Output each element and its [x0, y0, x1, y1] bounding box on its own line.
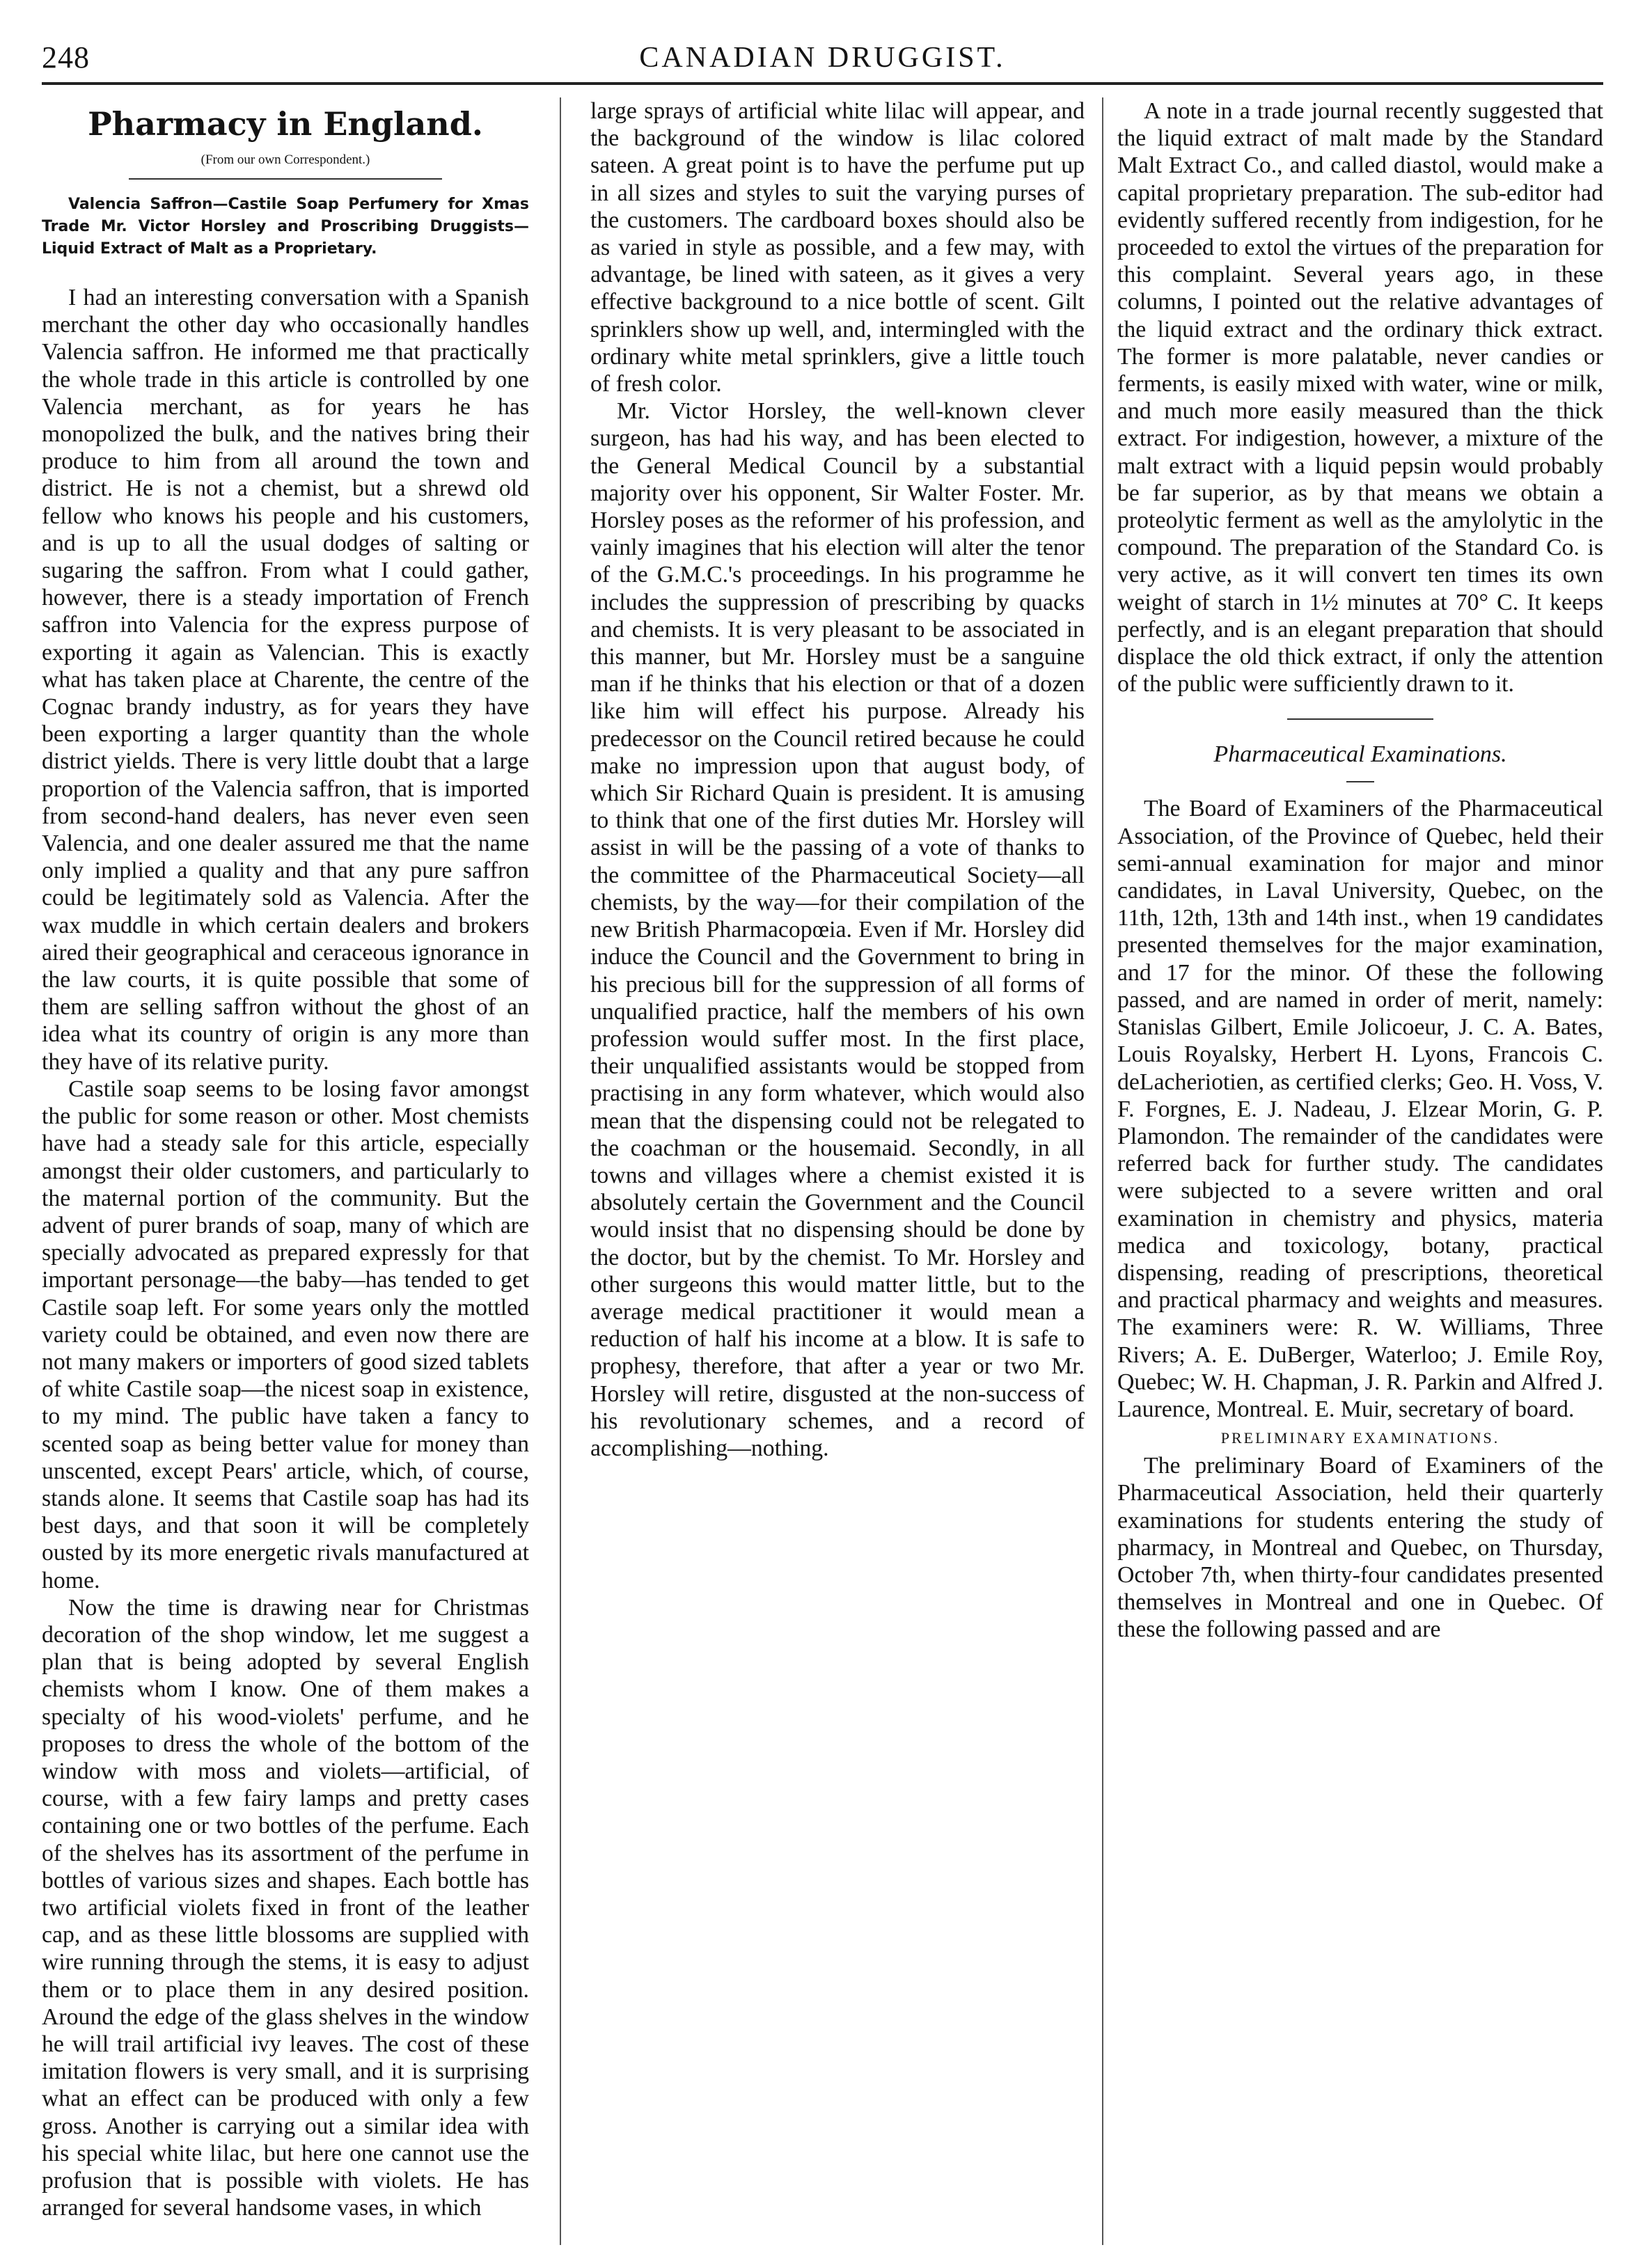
- column-2: [590, 97, 1085, 2245]
- column-divider: [560, 97, 561, 2245]
- header-rule: [42, 82, 1603, 85]
- paragraph-examinations: The Board of Examiners of the Pharmaceutical Association, of the Province of Quebec, held their semi-annual examination for major and minor candidates, in Laval University, Quebec, on the 11th, 12th, 13th and 14th inst., when 19 candidates presented themselves for the major examination, and 17 for the minor. Of these the following passed, and are named in order of merit, namely: Stanislas Gilbert, Emile Jolicoeur, J. C. A. Bates, Louis Royalsky, Herbert H. Lyons, Francois C. deLacheriotien, as certified clerks; Geo. H. Voss, V. F. Forgnes, E. J. Nadeau, J. Elzear Morin, G. P. Plamondon. The remainder of the candidates were referred back for further study. The candidates were subjected to a severe written and oral examination in chemistry and physics, materia medica and toxicology, botany, practical dispensing, reading of prescriptions, theoretical and practical pharmacy and weights and measures. The examiners were: R. W. Williams, Three Rivers; A. E. DuBerger, Waterloo; J. Emile Roy, Quebec; W. H. Chapman, J. R. Parkin and Alfred J. Laurence, Montreal. E. Muir, secretary of board.: [1117, 796, 1603, 1422]
- column-1: [42, 97, 529, 2245]
- article-summary: Valencia Saffron—Castile Soap Perfumery for Xmas Trade Mr. Victor Horsley and Proscribing Druggists—Liquid Extract of Malt as a Proprietary.: [42, 196, 529, 258]
- paragraph-christmas-window: Now the time is drawing near for Christmas decoration of the shop window, let me suggest a plan that is being adopted by several English chemists whom I know. One of them makes a specialty of his wood-violets' perfume, and he proposes to dress the whole of the bottom of the window with moss and violets—artificial, of course, with a few fairy lamps and pretty cases containing one or two bottles of the perfume. Each of the shelves has its assortment of the perfume in bottles of various sizes and shapes. Each bottle has two artificial violets fixed in front of the leather cap, and as these little blossoms are supplied with wire running through the stems, it is easy to adjust them or to place them in any desired position. Around the edge of the glass shelves in the window he will trail artificial ivy leaves. The cost of these imitation flowers is very small, and it is surprising what an effect can be produced with only a few gross. Another is carrying out a similar idea with his special white lilac, but here one cannot use the profusion that is possible with violets. He has arranged for several handsome vases, in which: [42, 1594, 529, 2221]
- paragraph-malt-extract: A note in a trade journal recently suggested that the liquid extract of malt made by the Standard Malt Extract Co., and called diastol, would make a capital proprietary preparation. The sub-editor had evidently suffered recently from indigestion, for he proceeded to extol the virtues of the preparation for this complaint. Several years ago, in these columns, I pointed out the relative advantages of the liquid extract and the ordinary thick extract. The former is more palatable, never candies or ferments, is easily mixed with water, wine or milk, and much more easily measured than the thick extract. For indigestion, however, a mixture of the malt extract with a liquid pepsin would probably be far superior, as by that means we obtain a proteolytic ferment as well as the amylolytic in the compound. The preparation of the Standard Co. is very active, as it will convert ten times its own weight of starch in 1½ minutes at 70° C. It keeps perfectly, and is an elegant preparation that should displace the old thick extract, if only the attention of the public were sufficiently drawn to it.: [1117, 98, 1603, 698]
- column-3: [1117, 97, 1603, 2245]
- paragraph-preliminary: The preliminary Board of Examiners of the Pharmaceutical Association, held their quarterly examinations for students entering the study of pharmacy, in Montreal and Quebec, on Thursday, October 7th, when thirty-four candidates presented themselves in Montreal and one in Quebec. Of these the following passed and are: [1117, 1453, 1603, 1643]
- title-rule: [129, 178, 442, 180]
- paragraph-christmas-window-continued: large sprays of artificial white lilac will appear, and the background of the window is lilac colored sateen. A great point is to have the perfume put up in all sizes and styles to suit the varying purses of the customers. The cardboard boxes should also be as varied in style as possible, and a few may, with advantage, be lined with sateen, as it gives a very effective background to a nice bottle of scent. Gilt sprinklers show up well, and, intermingled with the ordinary white metal sprinklers, give a little touch of fresh color.: [590, 98, 1085, 397]
- article-title: Pharmacy in England.: [88, 105, 483, 143]
- paragraph-castile-soap: Castile soap seems to be losing favor amongst the public for some reason or other. Most chemists have had a steady sale for this article, especially amongst their older customers, and particularly to the maternal portion of the community. But the advent of purer brands of soap, many of which are specially advocated as prepared expressly for that important personage—the baby—has tended to get Castile soap left. For some years only the mottled variety could be obtained, and even now there are not many makers or importers of good sized tablets of white Castile soap—the nicest soap in existence, to my mind. The public have taken a fancy to scented soap as being better value for money than unscented, except Pears' article, which, of course, stands alone. It seems that Castile soap has had its best days, and that soon it will be completely ousted by its more energetic rivals manufactured at home.: [42, 1076, 529, 1593]
- paragraph-saffron: I had an interesting conversation with a Spanish merchant the other day who occasionally handles Valencia saffron. He informed me that practically the whole trade in this article is controlled by one Valencia merchant, as for years he has monopolized the bulk, and the natives bring their produce to him from all around the town and district. He is not a chemist, but a shrewd old fellow who knows his people and his customers, and is up to all the usual dodges of salting or sugaring the saffron. From what I could gather, however, there is a steady importation of French saffron into Valencia for the express purpose of exporting it again as Valencian. This is exactly what has taken place at Charente, the centre of the Cognac brandy industry, as for years they have been exporting a larger quantity than the whole district yields. There is very little doubt that a large proportion of the Valencia saffron, that is imported from second-hand dealers, has never even seen Valencia, and one dealer assured me that the name only implied a quality and that any pure saffron could be legitimately sold as Valencia. After the wax muddle in which certain dealers and brokers aired their geographical and ceraceous ignorance in the law courts, it is quite possible that some of them are selling saffron without the ghost of an idea what its country of origin is any more than they have of its relative purity.: [42, 285, 529, 1075]
- heading-rule: [1346, 781, 1374, 782]
- article-byline: (From our own Correspondent.): [200, 152, 370, 167]
- paragraph-horsley: Mr. Victor Horsley, the well-known clever surgeon, has had his way, and has been elected to the General Medical Council by a substantial majority over his opponent, Sir Walter Foster. Mr. Horsley poses as the reformer of his profession, and vainly imagines that his election will alter the tenor of the G.M.C.'s proceedings. In his programme he includes the suppression of prescribing by quacks and chemists. It is very pleasant to be associated in this manner, but Mr. Horsley must be a sanguine man if he thinks that his election or that of a dozen like him will effect his purpose. Already his predecessor on the Council retired because he could make no impression upon that august body, of which Sir Richard Quain is president. It is amusing to think that one of the first duties Mr. Horsley will assist in will be the passing of a vote of thanks to the committee of the Pharmaceutical Society—all chemists, by the way—for their compilation of the new British Pharmacopœia. Even if Mr. Horsley did induce the Council and the Government to bring in his precious bill for the suppression of all forms of unqualified practice, half the members of his own profession would suffer most. In the first place, their unqualified assistants would be stopped from practising in any form whatever, which would also mean that the dispensing could not be relegated to the coachman or the housemaid. Secondly, in all towns and villages where a chemist existed it is absolutely certain the Government and the Council would insist that no dispensing should be done by the doctor, but by the chemist. To Mr. Horsley and other surgeons this would matter little, but to the average medical practitioner it would mean a reduction of half his income at a blow. It is safe to prophesy, therefore, that after a year or two Mr. Horsley will retire, disgusted at the non-success of his revolutionary schemes, and a record of accomplishing—nothing.: [590, 398, 1085, 1461]
- page-header: [42, 36, 1603, 79]
- section-rule: [1287, 718, 1433, 720]
- subheading-preliminary: PRELIMINARY EXAMINATIONS.: [1220, 1429, 1500, 1447]
- section-heading: Pharmaceutical Examinations.: [1213, 741, 1507, 768]
- running-head: CANADIAN DRUGGIST.: [639, 42, 1006, 74]
- column-divider: [1102, 97, 1103, 2245]
- page-number: 248: [42, 40, 90, 74]
